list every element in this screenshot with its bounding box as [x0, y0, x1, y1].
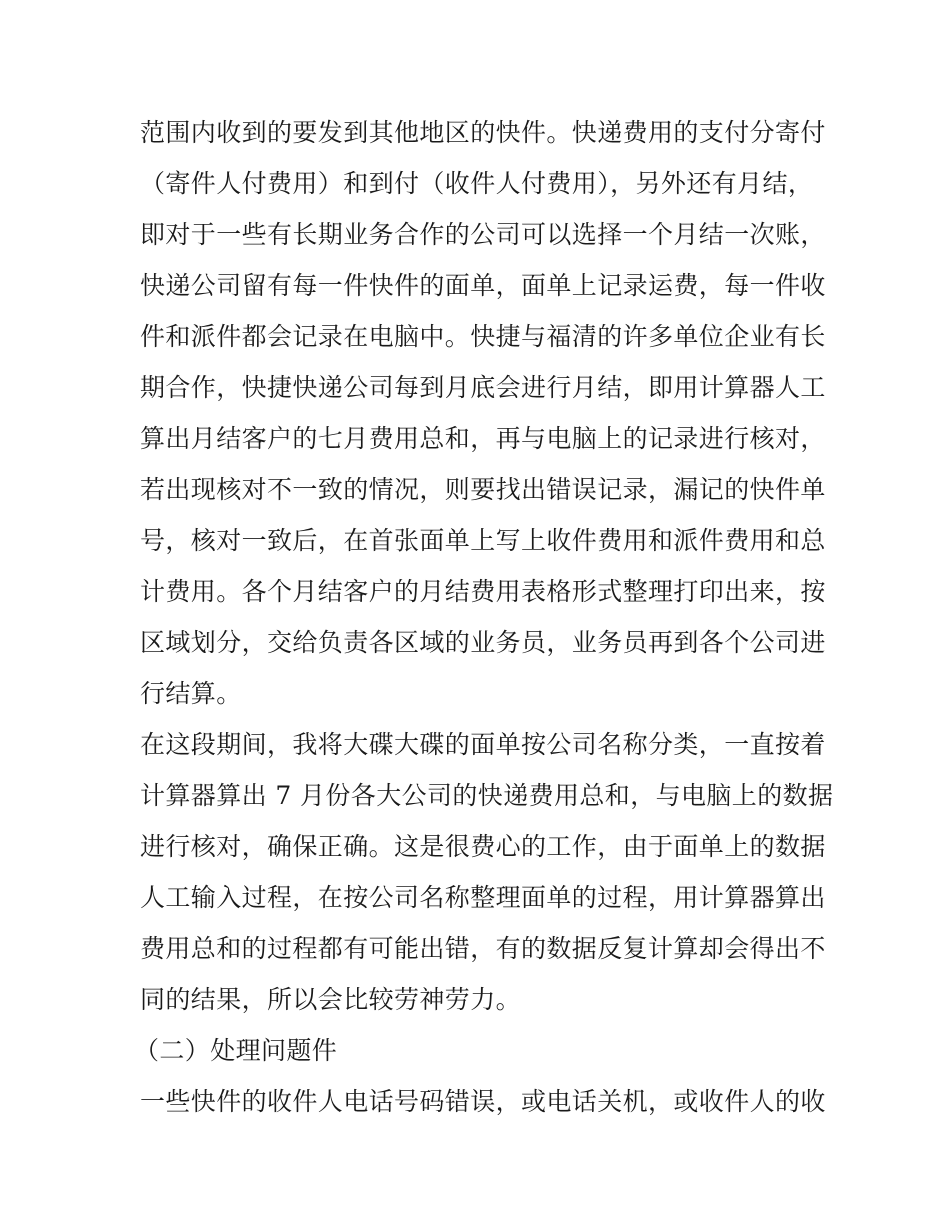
text-line: 区域划分，交给负责各区域的业务员，业务员再到各个公司进: [140, 628, 826, 657]
text-line: 同的结果，所以会比较劳神劳力。: [140, 985, 522, 1014]
text-line: 人工输入过程，在按公司名称整理面单的过程，用计算器算出: [140, 883, 826, 912]
text-line: 计费用。各个月结客户的月结费用表格形式整理打印出来，按: [140, 577, 826, 606]
section-heading: （二）处理问题件: [134, 1036, 338, 1065]
text-line: 一些快件的收件人电话号码错误，或电话关机，或收件人的收: [140, 1087, 826, 1116]
text-line: 件和派件都会记录在电脑中。快捷与福清的许多单位企业有长: [140, 322, 826, 351]
text-line: 进行核对，确保正确。这是很费心的工作，由于面单上的数据: [140, 832, 826, 861]
text-line: 若出现核对不一致的情况，则要找出错误记录，漏记的快件单: [140, 475, 826, 504]
text-line: 费用总和的过程都有可能出错，有的数据反复计算却会得出不: [140, 934, 826, 963]
text-line: 即对于一些有长期业务合作的公司可以选择一个月结一次账，: [140, 220, 826, 249]
text-line: 范围内收到的要发到其他地区的快件。快递费用的支付分寄付: [140, 118, 826, 147]
body-text: [134, 107, 834, 1127]
text-line: 计算器算出 7 月份各大公司的快递费用总和，与电脑上的数据: [140, 781, 834, 810]
text-line: 算出月结客户的七月费用总和，再与电脑上的记录进行核对，: [140, 424, 826, 453]
text-line: 在这段期间，我将大碟大碟的面单按公司名称分类，一直按着: [140, 730, 826, 759]
text-line: 行结算。: [140, 679, 242, 708]
text-line: 期合作，快捷快递公司每到月底会进行月结，即用计算器人工: [140, 373, 826, 402]
text-line: （寄件人付费用）和到付（收件人付费用），另外还有月结，: [140, 169, 814, 198]
text-line: 快递公司留有每一件快件的面单，面单上记录运费，每一件收: [140, 271, 826, 300]
text-line: 号，核对一致后，在首张面单上写上收件费用和派件费用和总: [140, 526, 826, 555]
